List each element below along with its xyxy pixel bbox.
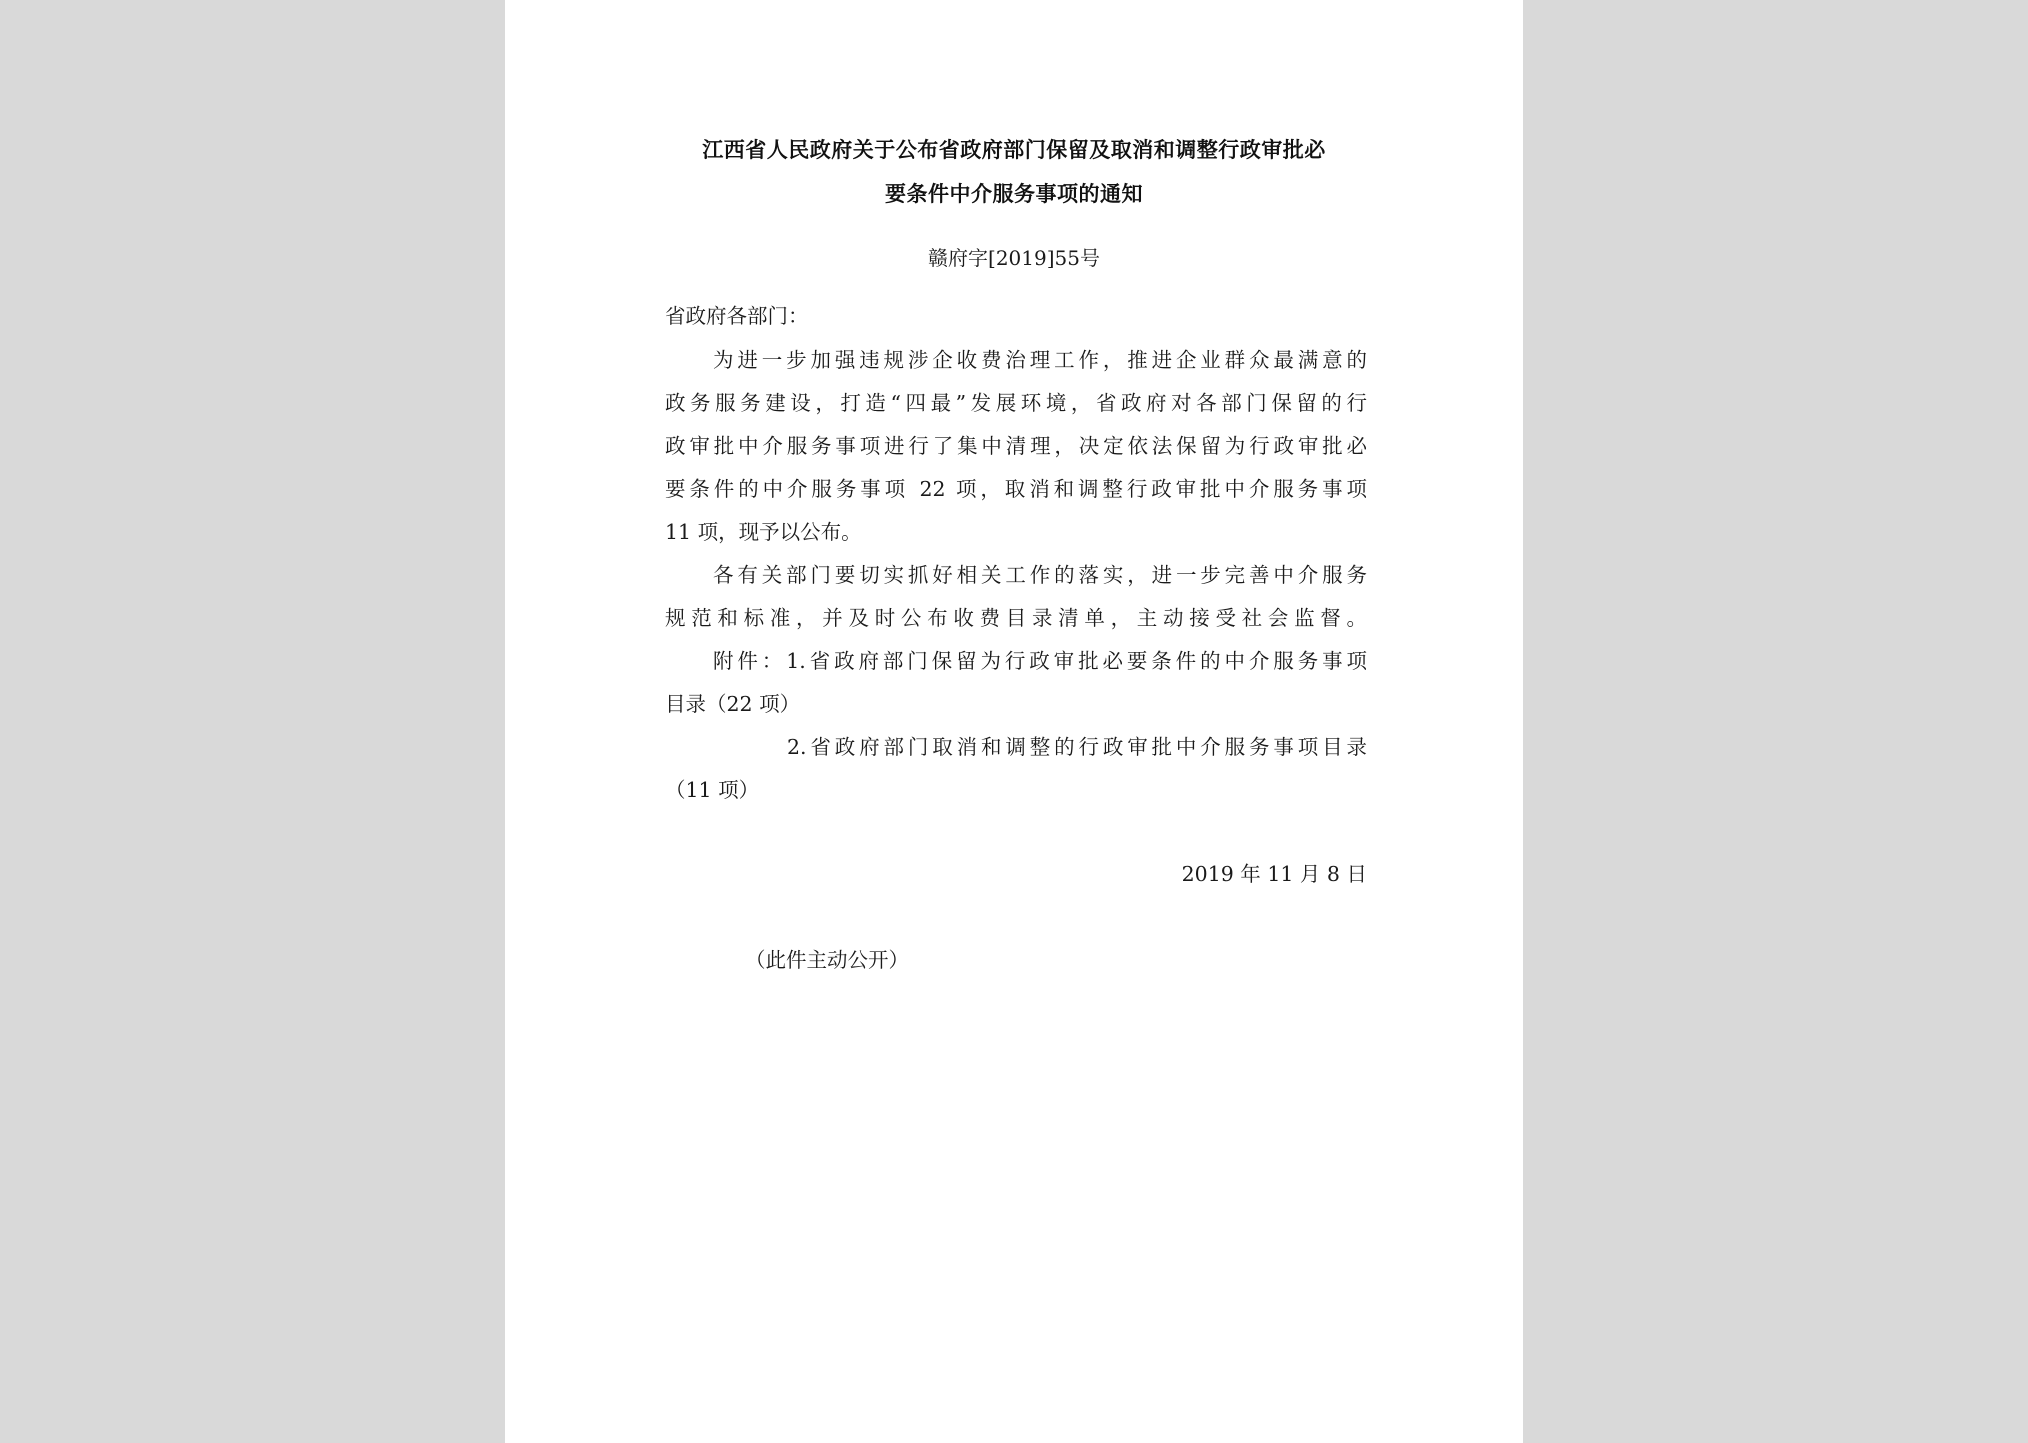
paragraph1-line-5: 11 项，现予以公布。 [665,520,862,544]
paragraph1-line-4: 要条件的中介服务事项 22 项，取消和调整行政审批中介服务事项 [665,477,1367,501]
salutation: 省政府各部门： [665,304,809,328]
paragraph1-line-2: 政务服务建设，打造“四最”发展环境，省政府对各部门保留的行 [665,391,1367,415]
document-number: 赣府字[2019]55号 [928,246,1100,270]
paragraph1-line-1: 为进一步加强违规涉企收费治理工作，推进企业群众最满意的 [713,348,1367,372]
paragraph2-line-2: 规范和标准，并及时公布收费目录清单，主动接受社会监督。 [665,606,1367,630]
paragraph2-line-1: 各有关部门要切实抓好相关工作的落实，进一步完善中介服务 [713,563,1367,587]
document-title-line-1: 江西省人民政府关于公布省政府部门保留及取消和调整行政审批必 [702,138,1326,162]
document-page [505,0,1523,1443]
document-title-line-2: 要条件中介服务事项的通知 [885,182,1143,206]
attachment-1-line-2: 目录（22 项） [665,692,801,716]
document-date: 2019 年 11 月 8 日 [1181,862,1367,886]
disclosure-note: （此件主动公开） [745,948,909,972]
paragraph1-line-3: 政审批中介服务事项进行了集中清理，决定依法保留为行政审批必 [665,434,1367,458]
attachment-2-line-2: （11 项） [665,778,760,802]
attachment-2-line-1: 2.省政府部门取消和调整的行政审批中介服务事项目录 [787,735,1367,759]
attachment-1-line-1: 附件：1.省政府部门保留为行政审批必要条件的中介服务事项 [713,649,1367,673]
